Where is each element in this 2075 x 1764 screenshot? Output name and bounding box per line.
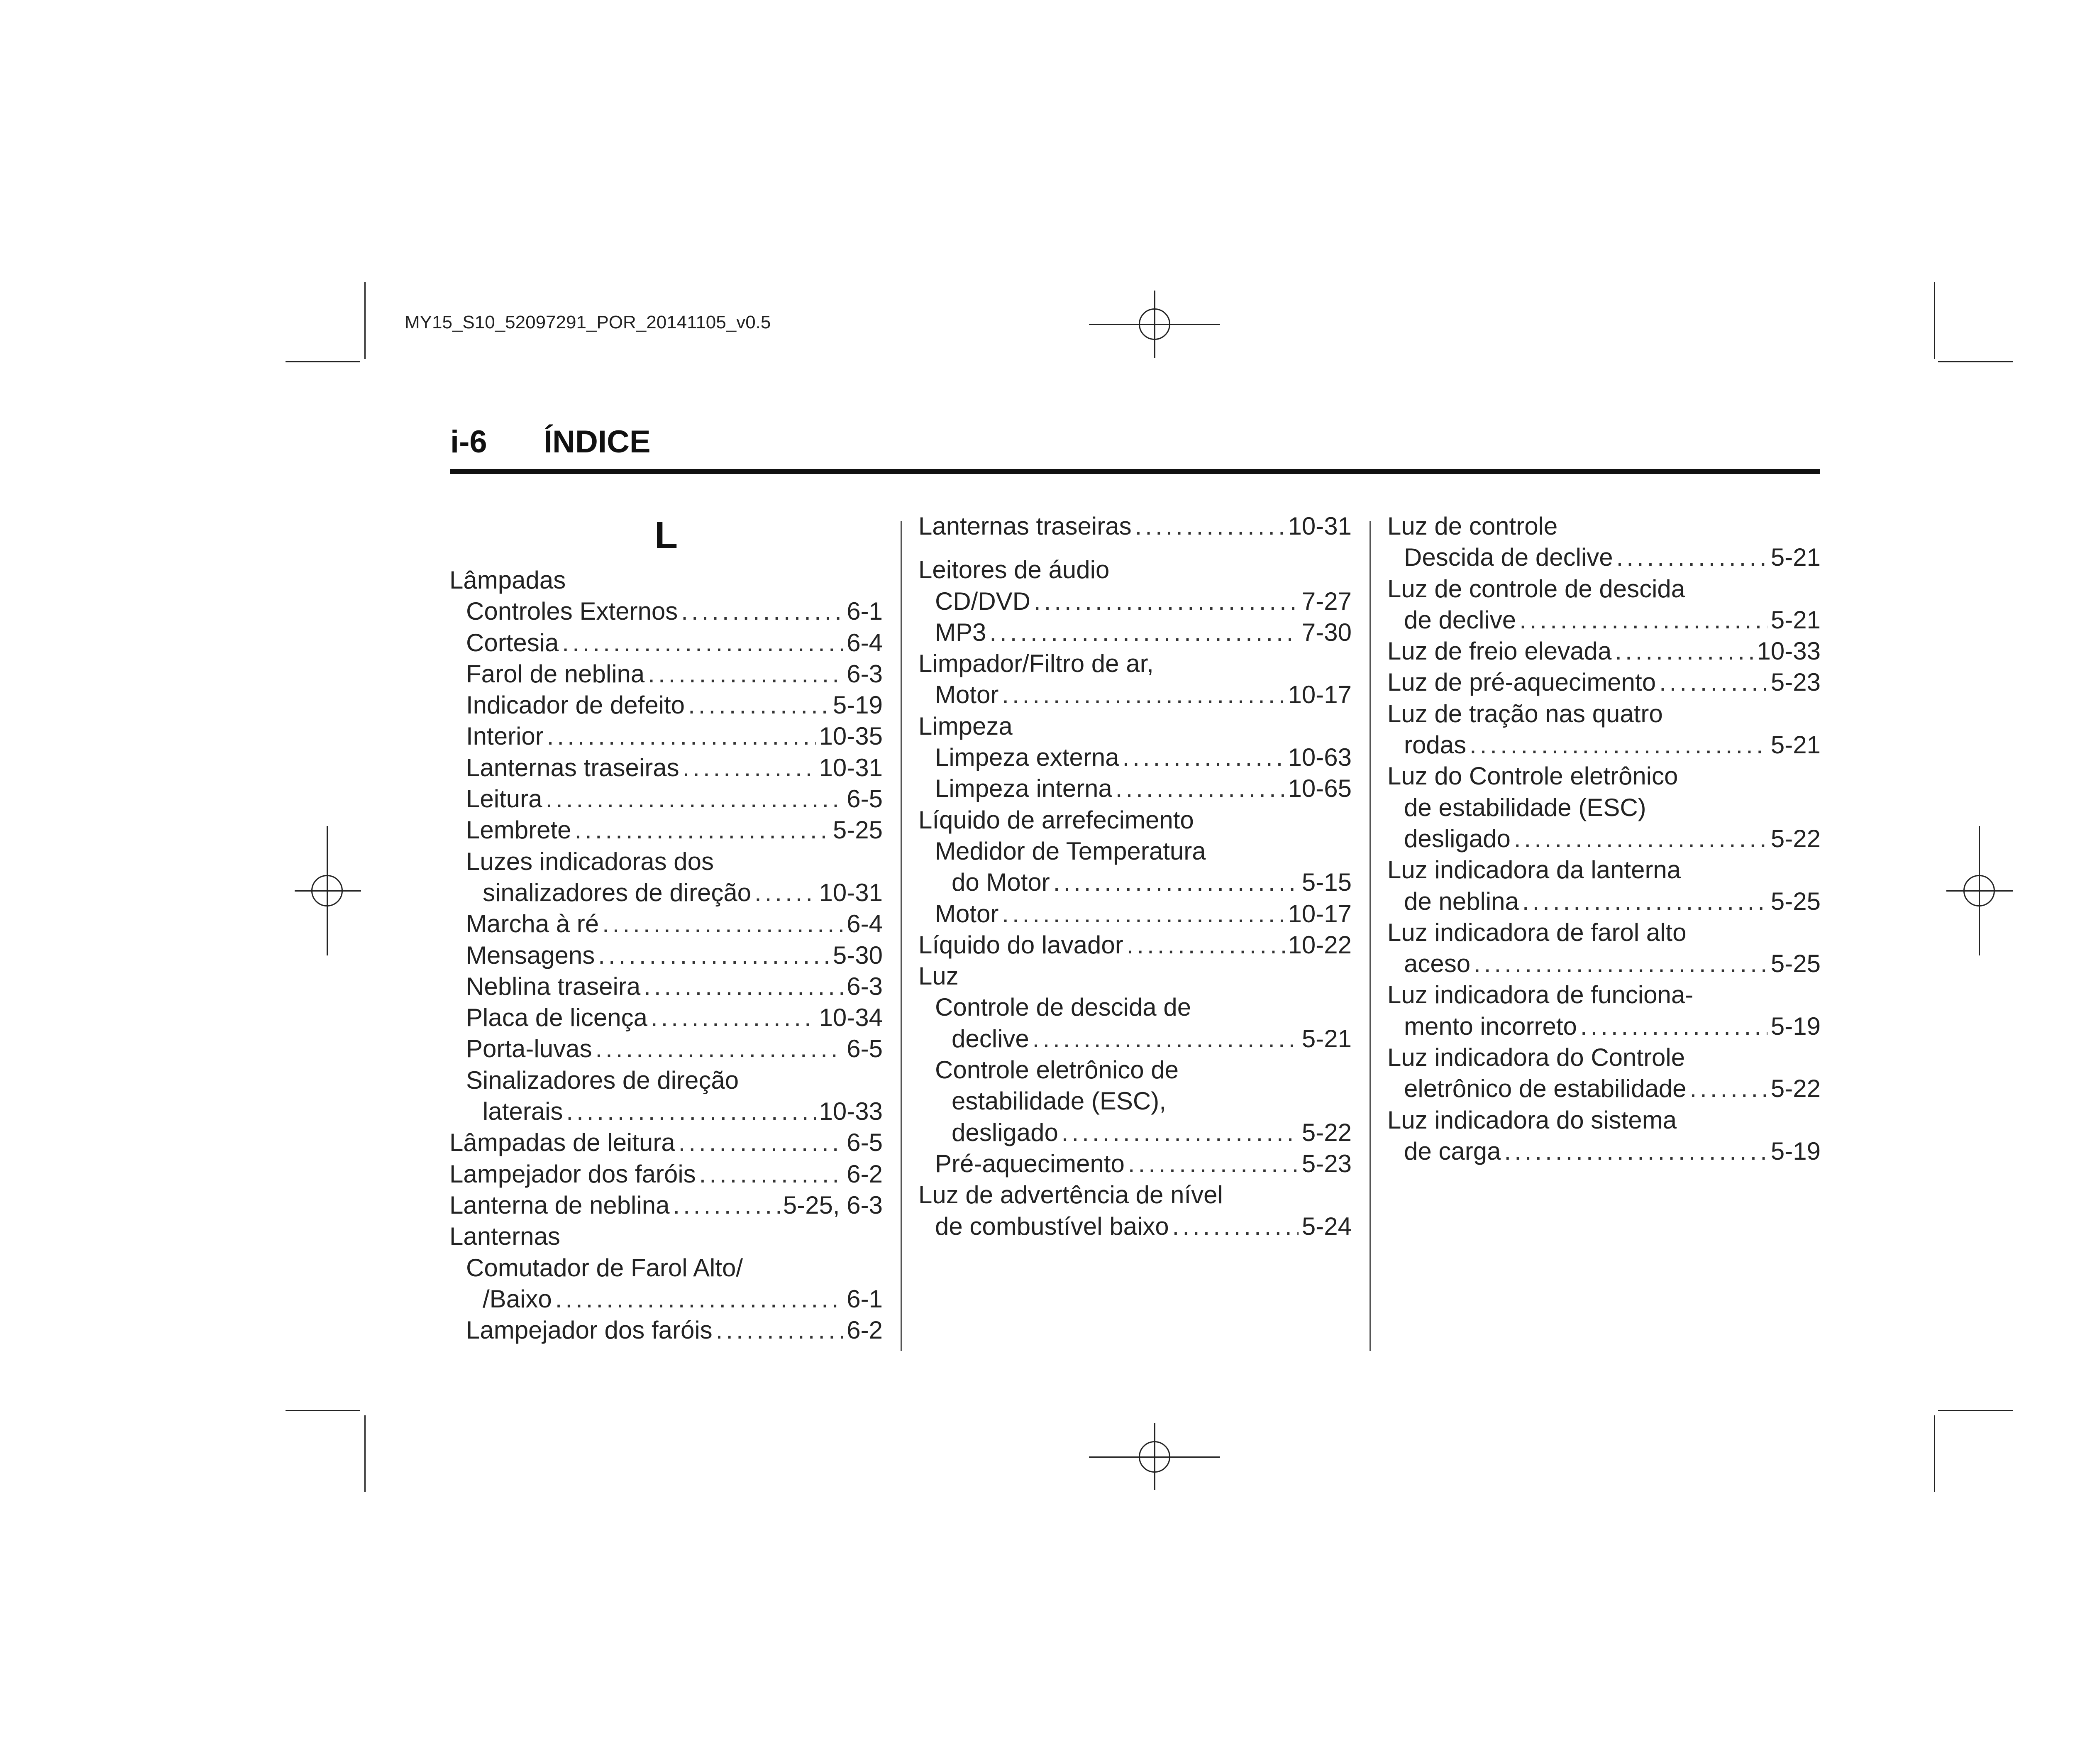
entry-text: Farol de neblina (466, 660, 645, 688)
dot-leader (1053, 867, 1299, 898)
page-reference: 5-25 (1770, 950, 1821, 978)
entry-text: Pré-aquecimento (935, 1149, 1125, 1178)
entry-text: Limpeza interna (935, 774, 1112, 803)
page-reference: 10-17 (1288, 899, 1352, 928)
entry-text: Luz de tração nas quatro (1387, 699, 1663, 728)
entry-text: CD/DVD (935, 587, 1031, 615)
page-reference: 10-33 (1757, 637, 1821, 665)
dot-leader (1002, 679, 1284, 710)
index-entry (1387, 823, 1821, 854)
crop-mark (286, 1410, 360, 1411)
index-entry (918, 742, 1352, 773)
dot-leader (1514, 823, 1767, 854)
index-entry (1387, 886, 1821, 917)
index-heading (1387, 979, 1821, 1010)
entry-text: Medidor de Temperatura (935, 837, 1206, 865)
dot-leader (683, 752, 816, 783)
page-reference: 5-21 (1770, 543, 1821, 572)
dot-leader (602, 908, 843, 939)
dot-leader (1116, 773, 1285, 804)
page-reference: 6-2 (847, 1316, 883, 1344)
index-entry (1387, 604, 1821, 635)
entry-text: Indicador de defeito (466, 691, 685, 719)
column-divider (901, 521, 902, 1351)
entry-text: Mensagens (466, 941, 595, 969)
index-heading (1387, 854, 1821, 885)
dot-leader (648, 658, 843, 689)
index-heading (1387, 1042, 1821, 1073)
page-reference: 5-25 (832, 816, 883, 844)
entry-text: Luz de advertência de nível (918, 1181, 1223, 1209)
entry-text: Limpeza externa (935, 743, 1119, 772)
page-reference: 6-3 (847, 660, 883, 688)
index-entry (449, 1033, 883, 1064)
dot-leader (1689, 1073, 1767, 1104)
index-heading (1387, 1104, 1821, 1136)
page-reference: 5-22 (1770, 824, 1821, 853)
dot-leader (1519, 604, 1767, 635)
page-reference: 6-1 (847, 597, 883, 625)
index-entry (449, 658, 883, 689)
page-reference: 10-33 (819, 1097, 883, 1126)
entry-text: Lanterna de neblina (449, 1191, 670, 1219)
entry-text: Controle eletrônico de (935, 1056, 1179, 1084)
page-reference: 6-3 (847, 972, 883, 1000)
index-entry (449, 1002, 883, 1033)
index-entry (918, 1117, 1352, 1148)
dot-leader (989, 617, 1299, 648)
index-entry (918, 1148, 1352, 1179)
page-reference: 6-1 (847, 1285, 883, 1313)
entry-text: desligado (1404, 824, 1511, 853)
entry-text: de combustível baixo (935, 1212, 1169, 1240)
dot-leader (681, 596, 843, 627)
index-entry (449, 1283, 883, 1314)
dot-leader (1522, 886, 1767, 917)
page-reference: 5-21 (1770, 606, 1821, 634)
index-entry (449, 1190, 883, 1221)
dot-leader (1470, 729, 1767, 760)
crop-mark (1938, 1410, 2013, 1411)
index-entry (1387, 1011, 1821, 1042)
entry-text: Lanternas traseiras (918, 512, 1132, 540)
page-reference: 10-35 (819, 722, 883, 750)
dot-leader (1127, 929, 1285, 960)
entry-text: desligado (952, 1118, 1058, 1146)
index-heading (449, 846, 883, 877)
crop-mark (364, 282, 366, 359)
entry-text: sinalizadores de direção (483, 878, 752, 906)
entry-text: de estabilidade (ESC) (1404, 793, 1646, 821)
entry-text: Luzes indicadoras dos (466, 847, 714, 875)
dot-leader (1659, 667, 1767, 698)
dot-leader (651, 1002, 816, 1033)
entry-text: laterais (483, 1097, 563, 1126)
index-heading (918, 554, 1352, 585)
page-reference: 10-34 (819, 1004, 883, 1032)
index-entry (449, 752, 883, 783)
entry-text: Lâmpadas (449, 566, 566, 594)
entry-text: Luz do Controle eletrônico (1387, 762, 1678, 790)
index-entry (918, 679, 1352, 710)
page-reference: 5-15 (1301, 868, 1352, 897)
entry-text: Luz de controle (1387, 512, 1558, 540)
page-reference: 6-5 (847, 1129, 883, 1157)
entry-text: Luz de freio elevada (1387, 637, 1612, 665)
dot-leader (595, 1033, 843, 1064)
index-entry (449, 1096, 883, 1127)
entry-text: eletrônico de estabilidade (1404, 1075, 1687, 1103)
entry-text: Comutador de Farol Alto/ (466, 1253, 743, 1282)
dot-leader (1616, 542, 1767, 573)
index-entry (449, 908, 883, 939)
index-heading (449, 1252, 883, 1283)
index-heading (1387, 573, 1821, 604)
entry-text: Líquido do lavador (918, 931, 1123, 959)
page-reference: 6-4 (847, 910, 883, 938)
page-number: i-6 (450, 424, 487, 459)
entry-text: estabilidade (ESC), (952, 1087, 1166, 1115)
page-reference: 5-23 (1770, 668, 1821, 696)
dot-leader (679, 1127, 844, 1158)
entry-text: Luz (918, 962, 959, 990)
dot-leader (1033, 1023, 1299, 1054)
entry-text: Lampejador dos faróis (466, 1316, 713, 1344)
index-entry (918, 1211, 1352, 1242)
index-heading (1387, 917, 1821, 948)
entry-text: Luz de controle de descida (1387, 574, 1685, 603)
page-reference: 10-31 (819, 878, 883, 906)
index-entry (449, 721, 883, 752)
page-reference: 6-4 (847, 628, 883, 657)
index-heading (1387, 698, 1821, 729)
dot-leader (673, 1190, 779, 1221)
entry-text: do Motor (952, 868, 1050, 897)
entry-text: rodas (1404, 731, 1467, 759)
index-entry (449, 627, 883, 658)
entry-text: mento incorreto (1404, 1012, 1577, 1040)
dot-leader (1615, 635, 1753, 667)
entry-text: Lembrete (466, 816, 571, 844)
page-reference: 6-2 (847, 1160, 883, 1188)
dot-leader (1504, 1136, 1767, 1167)
dot-leader (1128, 1148, 1299, 1179)
entry-text: Luz indicadora de funciona- (1387, 981, 1694, 1009)
entry-text: Controle de descida de (935, 993, 1191, 1021)
entry-text: Lanternas traseiras (466, 753, 679, 782)
page-reference: 10-63 (1288, 743, 1352, 772)
dot-leader (566, 1096, 815, 1127)
index-entry (918, 929, 1352, 960)
dot-leader (555, 1283, 844, 1314)
index-entry (449, 877, 883, 908)
index-entry (918, 1023, 1352, 1054)
index-heading (1387, 511, 1821, 542)
page-reference: 10-17 (1288, 681, 1352, 709)
entry-text: Luz indicadora do Controle (1387, 1043, 1685, 1072)
index-column-2 (918, 511, 1352, 1242)
index-entry (449, 940, 883, 971)
entry-text: Sinalizadores de direção (466, 1066, 739, 1094)
index-entry (918, 586, 1352, 617)
index-entry (449, 971, 883, 1002)
dot-leader (547, 721, 816, 752)
index-heading (1387, 760, 1821, 792)
entry-list (1387, 511, 1821, 1167)
page-reference: 7-27 (1301, 587, 1352, 615)
entry-text: Controles Externos (466, 597, 678, 625)
dot-leader (688, 689, 830, 721)
dot-leader (1002, 898, 1284, 929)
index-heading (918, 804, 1352, 836)
page-reference: 5-24 (1301, 1212, 1352, 1240)
index-entry (449, 1314, 883, 1346)
index-entry (1387, 542, 1821, 573)
dot-leader (598, 940, 830, 971)
entry-text: Lanternas (449, 1222, 560, 1251)
index-entry (1387, 1136, 1821, 1167)
dot-leader (574, 814, 829, 845)
dot-leader (1135, 511, 1285, 542)
index-heading (449, 564, 883, 596)
entry-text: Leitores de áudio (918, 556, 1110, 584)
dot-leader (1474, 948, 1767, 979)
entry-text: aceso (1404, 950, 1471, 978)
index-entry (449, 596, 883, 627)
entry-text: Interior (466, 722, 544, 750)
page-reference: 6-5 (847, 785, 883, 813)
page-reference: 10-31 (1288, 512, 1352, 540)
index-entry (449, 689, 883, 721)
dot-leader (1172, 1211, 1299, 1242)
entry-text: Porta-luvas (466, 1035, 592, 1063)
index-entry (1387, 667, 1821, 698)
page-reference: 10-22 (1288, 931, 1352, 959)
section-letter: L (654, 514, 678, 557)
page-reference: 6-5 (847, 1035, 883, 1063)
page-reference: 5-21 (1301, 1024, 1352, 1053)
index-heading (1387, 792, 1821, 823)
entry-text: declive (952, 1024, 1029, 1053)
entry-text: Líquido de arrefecimento (918, 806, 1194, 834)
entry-list (449, 564, 883, 1346)
index-entry (918, 773, 1352, 804)
entry-text: Motor (935, 681, 999, 709)
crop-mark (1934, 1415, 1935, 1492)
index-heading (918, 648, 1352, 679)
index-entry (1387, 635, 1821, 667)
page-reference: 5-22 (1770, 1075, 1821, 1103)
dot-leader (716, 1314, 844, 1346)
index-entry (1387, 1073, 1821, 1104)
index-heading (449, 1065, 883, 1096)
page-reference: 5-19 (832, 691, 883, 719)
dot-leader (754, 877, 815, 908)
index-heading (918, 960, 1352, 992)
entry-text: Cortesia (466, 628, 559, 657)
dot-leader (1062, 1117, 1299, 1148)
page-reference: 5-23 (1301, 1149, 1352, 1178)
entry-text: Marcha à ré (466, 910, 599, 938)
column-divider (1370, 521, 1371, 1351)
entry-text: de carga (1404, 1137, 1501, 1165)
index-entry (918, 511, 1352, 542)
index-heading (918, 711, 1352, 742)
index-entry (449, 1127, 883, 1158)
page-reference: 5-25, 6-3 (783, 1191, 883, 1219)
page-reference: 5-19 (1770, 1137, 1821, 1165)
index-heading (918, 1179, 1352, 1210)
entry-text: Luz indicadora da lanterna (1387, 856, 1681, 884)
index-entry (1387, 729, 1821, 760)
entry-text: de neblina (1404, 887, 1519, 915)
entry-text: /Baixo (483, 1285, 552, 1313)
index-entry (918, 898, 1352, 929)
index-entry (449, 814, 883, 845)
index-heading (918, 1085, 1352, 1117)
job-reference: MY15_S10_52097291_POR_20141105_v0.5 (405, 312, 771, 332)
page-reference: 5-19 (1770, 1012, 1821, 1040)
entry-text: Motor (935, 899, 999, 928)
dot-leader (1123, 742, 1285, 773)
index-heading (918, 992, 1352, 1023)
entry-text: Lâmpadas de leitura (449, 1129, 675, 1157)
dot-leader (562, 627, 843, 658)
index-heading (918, 1054, 1352, 1085)
entry-text: Descida de declive (1404, 543, 1613, 572)
index-column-3 (1387, 511, 1821, 1167)
entry-text: Leitura (466, 785, 542, 813)
crop-mark (286, 361, 360, 362)
page-reference: 5-25 (1770, 887, 1821, 915)
index-entry (1387, 948, 1821, 979)
dot-leader (644, 971, 843, 1002)
entry-text: Luz indicadora do sistema (1387, 1106, 1677, 1134)
index-entry (918, 867, 1352, 898)
entry-text: MP3 (935, 618, 986, 646)
entry-text: Lampejador dos faróis (449, 1160, 696, 1188)
index-entry (449, 783, 883, 814)
index-heading (449, 1221, 883, 1252)
page-header (450, 424, 1820, 474)
index-entry (449, 1158, 883, 1190)
entry-text: Luz indicadora de farol alto (1387, 918, 1687, 946)
index-heading (918, 836, 1352, 867)
page-reference: 5-22 (1301, 1118, 1352, 1146)
entry-text: Limpeza (918, 712, 1013, 740)
dot-leader (1580, 1011, 1767, 1042)
page-reference: 7-30 (1301, 618, 1352, 646)
entry-text: Placa de licença (466, 1004, 647, 1032)
index-column-1 (449, 511, 883, 1346)
page-reference: 5-21 (1770, 731, 1821, 759)
page-reference: 5-30 (832, 941, 883, 969)
page-title: ÍNDICE (544, 424, 651, 459)
dot-leader (545, 783, 843, 814)
dot-leader (699, 1158, 844, 1190)
entry-text: Neblina traseira (466, 972, 641, 1000)
page-reference: 10-31 (819, 753, 883, 782)
page-reference: 10-65 (1288, 774, 1352, 803)
entry-text: Limpador/Filtro de ar, (918, 650, 1154, 678)
entry-text: de declive (1404, 606, 1516, 634)
crop-mark (364, 1415, 366, 1492)
index-entry (918, 617, 1352, 648)
dot-leader (1034, 586, 1299, 617)
crop-mark (1938, 361, 2013, 362)
entry-list (918, 511, 1352, 1242)
entry-text: Luz de pré-aquecimento (1387, 668, 1656, 696)
crop-mark (1934, 282, 1935, 359)
